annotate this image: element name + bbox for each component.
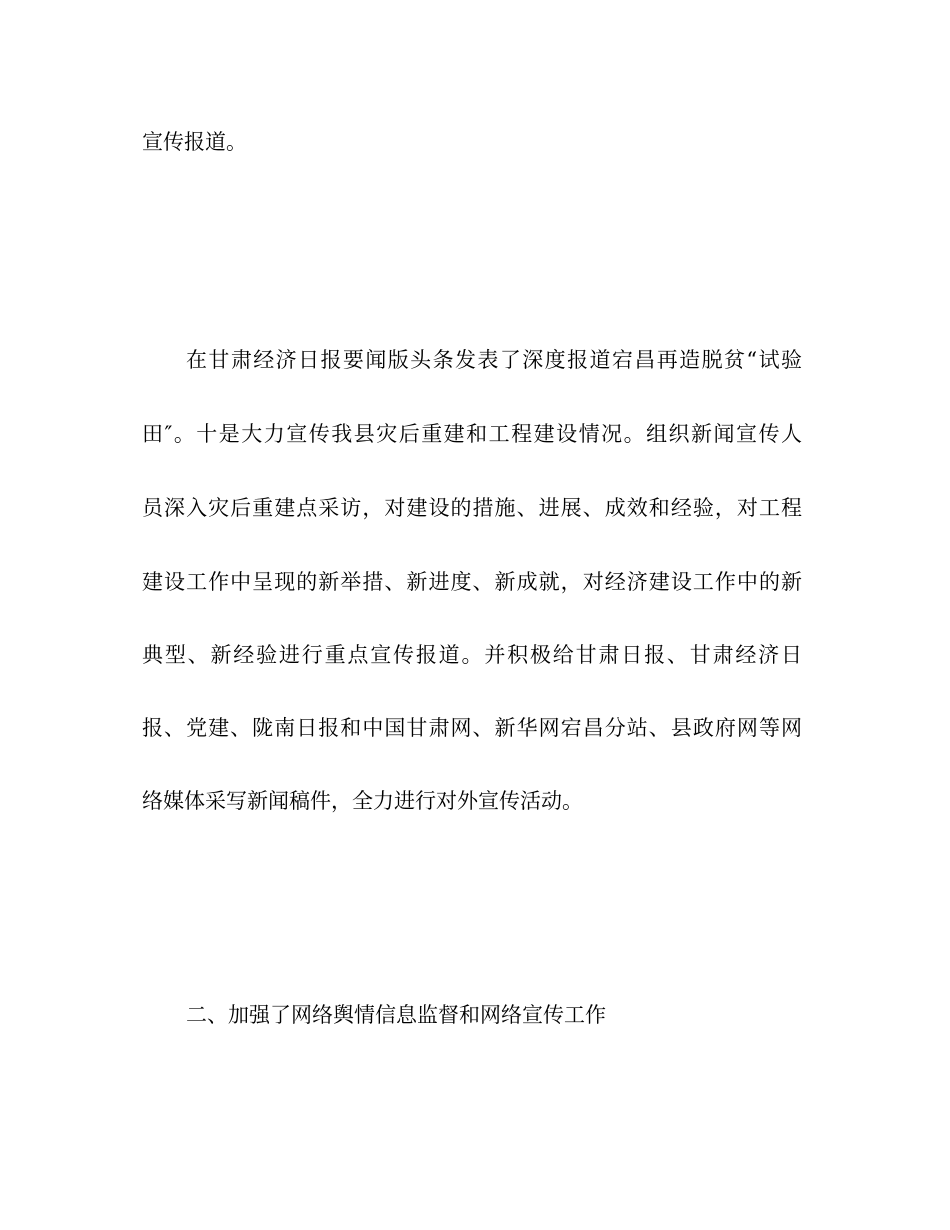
text-line-3: 田″。十是大力宣传我县灾后重建和工程建设情况。组织新闻宣传人 [142,422,802,446]
text-line-8: 络媒体采写新闻稿件，全力进行对外宣传活动。 [142,789,583,813]
section-heading: 二、加强了网络舆情信息监督和网络宣传工作 [186,1003,606,1027]
text-line-4: 员深入灾后重建点采访，对建设的措施、进展、成效和经验，对工程 [142,496,802,520]
text-line-7: 报、党建、陇南日报和中国甘肃网、新华网宕昌分站、县政府网等网 [142,716,802,740]
text-line-1: 宣传报道。 [142,130,247,154]
paragraph-first-line: 在甘肃经济日报要闻版头条发表了深度报道宕昌再造脱贫“试验 [186,348,802,372]
text-line-5: 建设工作中呈现的新举措、新进度、新成就，对经济建设工作中的新 [142,570,802,594]
text-line-6: 典型、新经验进行重点宣传报道。并积极给甘肃日报、甘肃经济日 [142,643,802,667]
